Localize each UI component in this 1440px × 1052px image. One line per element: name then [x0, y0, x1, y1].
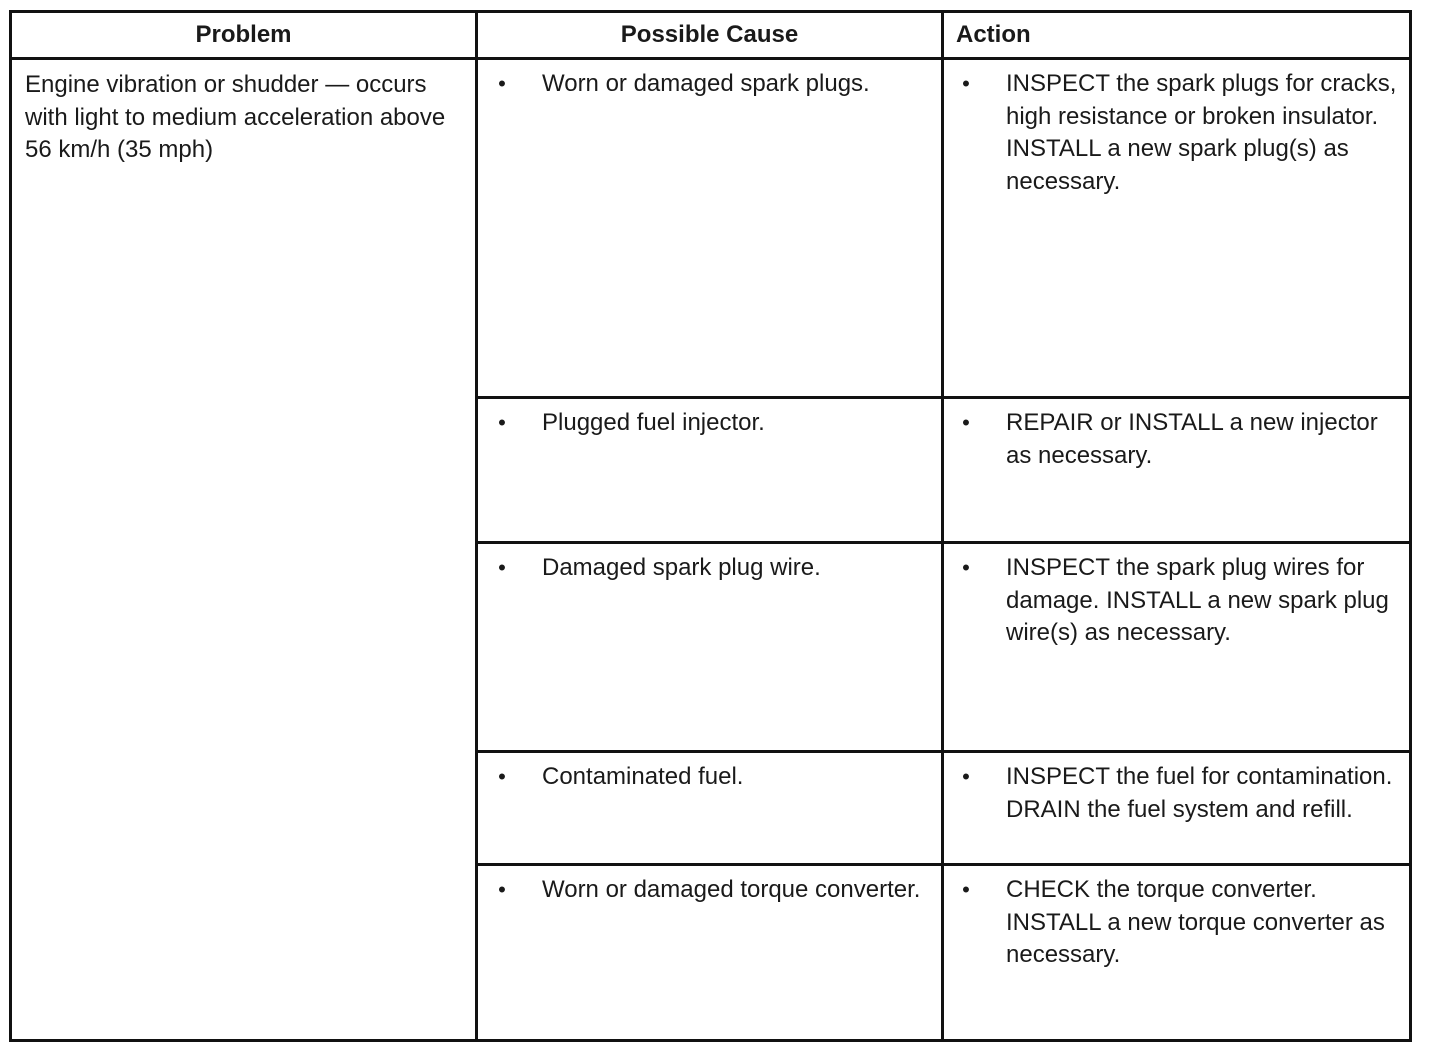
- header-action: Action: [943, 12, 1411, 59]
- table-row: [11, 59, 1411, 398]
- bullet-icon: •: [962, 410, 970, 435]
- action-cell: [943, 59, 1411, 398]
- bullet-icon: •: [498, 71, 506, 96]
- diagnosis-table: [9, 10, 1412, 1042]
- action-cell: [943, 543, 1411, 752]
- bullet-icon: •: [962, 764, 970, 789]
- problem-description: Engine vibration or shudder — occurs with light to medium acceleration above 56 km/h (35 mph): [11, 59, 477, 1041]
- bullet-icon: •: [962, 877, 970, 902]
- bullet-icon: •: [962, 71, 970, 96]
- action-text: REPAIR or INSTALL a new injector as necessary.: [1006, 409, 1378, 469]
- action-text: INSPECT the fuel for contamination. DRAIN the fuel system and refill.: [1006, 763, 1393, 823]
- bullet-icon: •: [498, 410, 506, 435]
- bullet-icon: •: [498, 555, 506, 580]
- cause-cell: [477, 752, 943, 865]
- action-cell: [943, 752, 1411, 865]
- cause-text: Plugged fuel injector.: [542, 409, 765, 436]
- action-cell: [943, 398, 1411, 543]
- header-possible-cause: Possible Cause: [477, 12, 943, 59]
- cause-cell: [477, 398, 943, 543]
- cause-cell: [477, 865, 943, 1041]
- bullet-icon: •: [498, 877, 506, 902]
- cause-text: Contaminated fuel.: [542, 763, 744, 790]
- action-text: INSPECT the spark plug wires for damage. INSTALL a new spark plug wire(s) as necessary.: [1006, 554, 1389, 646]
- cause-text: Worn or damaged torque converter.: [542, 876, 921, 903]
- cause-cell: [477, 543, 943, 752]
- action-text: INSPECT the spark plugs for cracks, high resistance or broken insulator. INSTALL a new spark plug(s) as necessary.: [1006, 70, 1397, 195]
- bullet-icon: •: [498, 764, 506, 789]
- bullet-icon: •: [962, 555, 970, 580]
- cause-cell: [477, 59, 943, 398]
- action-text: CHECK the torque converter. INSTALL a new torque converter as necessary.: [1006, 876, 1385, 968]
- header-problem: Problem: [11, 12, 477, 59]
- action-cell: [943, 865, 1411, 1041]
- header-row: [11, 12, 1411, 59]
- cause-text: Damaged spark plug wire.: [542, 554, 821, 581]
- cause-text: Worn or damaged spark plugs.: [542, 70, 870, 97]
